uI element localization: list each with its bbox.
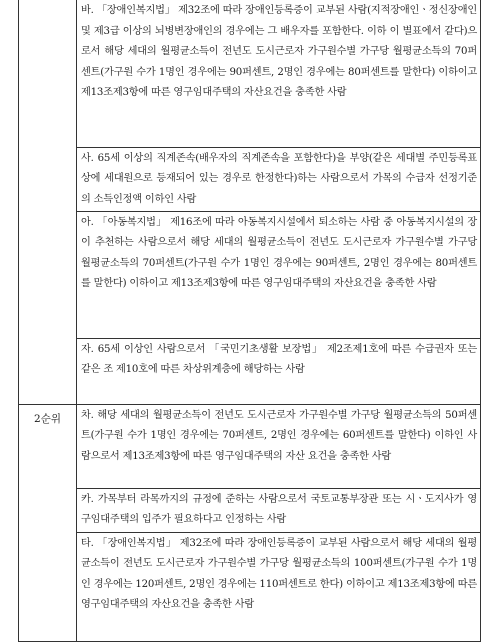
rank-cell (19, 404, 77, 641)
table-cell (77, 338, 481, 404)
rank-label: 2순위 (34, 412, 61, 425)
table-cell (77, 532, 481, 641)
table-row (19, 532, 481, 641)
table-cell (77, 211, 481, 338)
rank-cell (19, 0, 77, 404)
item-sa: 사. 65세 이상의 직계존속(배우자의 직계존속을 포함한다)을 부양(같은 세대별 주민등록표상에 세대원으로 등재되어 있는 경우로 한정한다)하는 사람으로서 가목의 수급자 선정기준의 소득인정액 이하인 사람 (81, 152, 477, 205)
item-ka: 카. 가목부터 라목까지의 규정에 준하는 사람으로서 국토교통부장관 또는 시ㆍ도지사가 영구임대주택의 입주가 필요하다고 인정하는 사람 (81, 493, 477, 525)
table-cell (77, 0, 481, 147)
eligibility-table (18, 0, 481, 642)
table-row (19, 404, 481, 488)
item-ba: 바. 「장애인복지법」 제32조에 따라 장애인등록증이 교부된 사람(지적장애인ㆍ정신장애인 및 제3급 이상의 뇌병변장애인의 경우에는 그 배우자를 포함한다. 이하 이 별표에서 같다)으로서 해당 세대의 월평균소득이 전년도 도시근로자 가구원수별 가구당 월평균소득의 70퍼센트(가구원 수가 1명인 경우에는 90퍼센트, 2명인 경우에는 80퍼센트를 말한다) 이하이고 제13조제3항에 따른 영구임대주택의 자산요건을 충족한 사람 (81, 5, 477, 98)
item-a: 아. 「아동복지법」 제16조에 따라 아동복지시설에서 퇴소하는 사람 중 아동복지시설의 장이 추천하는 사람으로서 해당 세대의 월평균소득이 전년도 도시근로자 가구원수별 가구당 월평균소득의 70퍼센트(가구원 수가 1명인 경우에는 90퍼센트, 2명인 경우에는 80퍼센트를 말한다) 이하이고 제13조제3항에 따른 영구임대주택의 자산요건을 충족한 사람 (81, 216, 477, 289)
item-ta: 타. 「장애인복지법」 제32조에 따라 장애인등록증이 교부된 사람으로서 해당 세대의 월평균소득이 전년도 도시근로자 가구원수별 가구당 월평균소득의 100퍼센트(가구원 수가 1명인 경우에는 120퍼센트, 2명인 경우에는 110퍼센트로 한다) 이하이고 제13조제3항에 따른 영구임대주택의 자산요건을 충족한 사람 (81, 537, 477, 610)
table-cell (77, 488, 481, 532)
table-row (19, 0, 481, 147)
table-row (19, 338, 481, 404)
item-ja: 자. 65세 이상인 사람으로서 「국민기초생활 보장법」 제2조제1호에 따른 수급권자 또는 같은 조 제10호에 따른 차상위계층에 해당하는 사람 (81, 343, 477, 375)
rank-label (19, 0, 76, 6)
item-cha: 차. 해당 세대의 월평균소득이 전년도 도시근로자 가구원수별 가구당 월평균소득의 50퍼센트(가구원 수가 1명인 경우에는 70퍼센트, 2명인 경우에는 60퍼센트를 말한다) 이하인 사람으로서 제13조제3항에 따른 영구임대주택의 자산 요건을 충족한 사람 (81, 409, 477, 462)
table-row (19, 488, 481, 532)
table-row (19, 211, 481, 338)
table-row (19, 147, 481, 211)
table-cell (77, 147, 481, 211)
table-cell (77, 404, 481, 488)
